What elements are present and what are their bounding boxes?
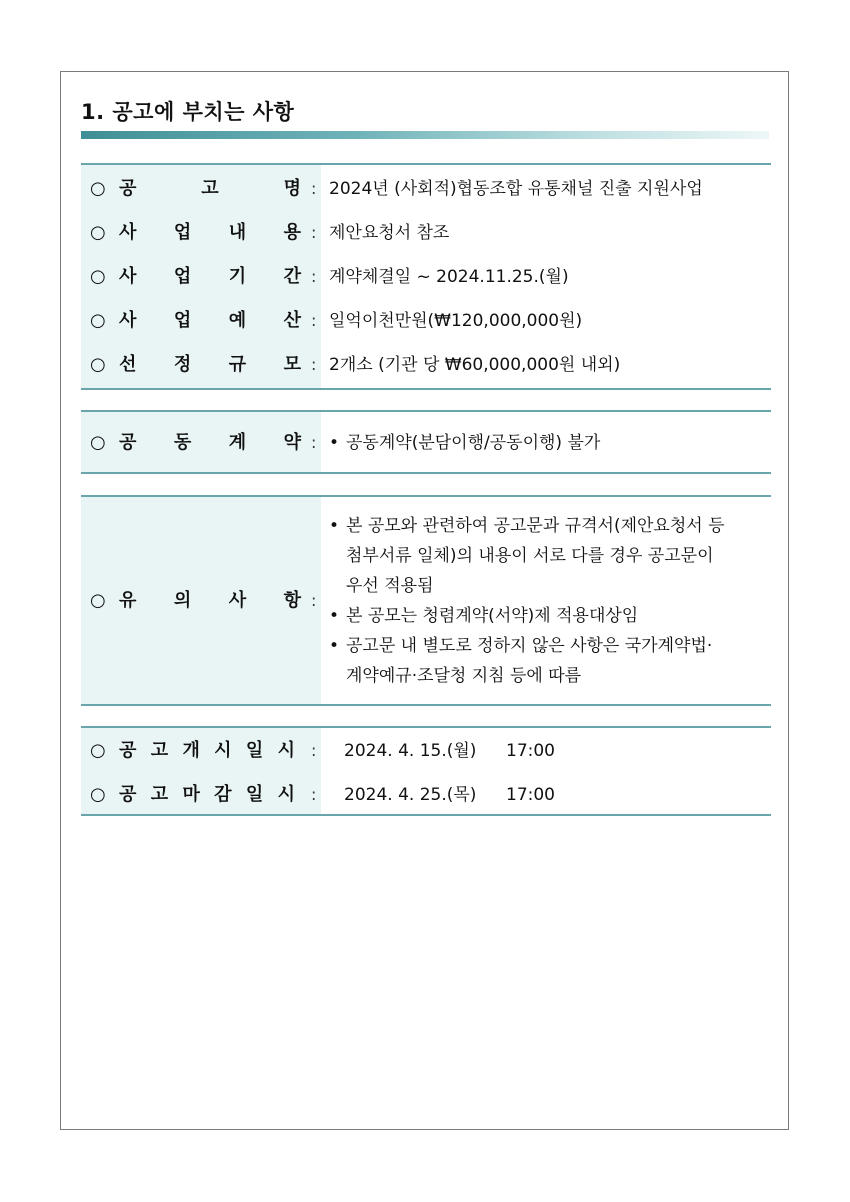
label-char: 예 [228, 310, 247, 331]
circle-bullet-icon: ○ [90, 178, 106, 199]
table-row-project-period [81, 255, 771, 299]
circle-bullet-icon: ○ [90, 354, 106, 375]
label-char: 시 [214, 740, 232, 761]
label-char: 규 [228, 354, 247, 375]
circle-bullet-icon: ○ [90, 784, 106, 805]
bullet-text: 우선 적용됨 [346, 576, 434, 596]
table-row-notice-start [81, 729, 771, 773]
label-char: 사 [119, 310, 137, 331]
bullet-icon: • [329, 636, 340, 656]
label-char: 명 [283, 178, 301, 199]
label-char: 모 [283, 354, 301, 375]
circle-bullet-icon: ○ [90, 740, 106, 761]
table-row-joint-contract [81, 421, 771, 465]
label-char: 공 [119, 740, 137, 761]
circle-bullet-icon: ○ [90, 266, 106, 287]
table-row-selection-scale [81, 343, 771, 387]
row-value: 2개소 (기관 당 ₩60,000,000원 내외) [329, 355, 621, 375]
bullet-icon: • [329, 516, 340, 536]
label-char: 감 [214, 784, 232, 805]
overview-table [81, 163, 771, 390]
label-char: 약 [283, 432, 301, 453]
label-char: 개 [182, 740, 200, 761]
label-char: 산 [283, 310, 301, 331]
label-char: 간 [283, 266, 301, 287]
label-char: 업 [173, 310, 192, 331]
label-char: 용 [283, 222, 301, 243]
label-char: 의 [173, 590, 192, 611]
colon-separator: : [311, 223, 317, 242]
schedule-table [81, 726, 771, 816]
row-label [119, 255, 301, 299]
circle-bullet-icon: ○ [90, 310, 106, 331]
label-char: 고 [150, 740, 169, 761]
label-char: 업 [173, 266, 192, 287]
label-char: 유 [119, 590, 137, 611]
row-label [119, 343, 301, 387]
label-char: 선 [119, 354, 137, 375]
section-title: 1. 공고에 부치는 사항 [81, 100, 295, 124]
row-value: 2024년 (사회적)협동조합 유통채널 진출 지원사업 [329, 179, 703, 199]
row-value: 제안요청서 참조 [329, 223, 450, 243]
label-char: 사 [119, 266, 137, 287]
label-char: 정 [173, 354, 192, 375]
label-char: 업 [173, 222, 192, 243]
bullet-text: 본 공모와 관련하여 공고문과 규격서(제안요청서 등 [346, 516, 725, 536]
label-char: 마 [182, 784, 200, 805]
notes-table [81, 495, 771, 706]
label-char: 기 [228, 266, 247, 287]
row-label [119, 579, 301, 623]
row-value: 일억이천만원(₩120,000,000원) [329, 311, 583, 331]
colon-separator: : [311, 433, 317, 452]
label-char: 고 [201, 178, 219, 199]
label-char: 계 [228, 432, 247, 453]
row-label [119, 167, 301, 211]
bullet-icon: • [329, 433, 340, 453]
label-char: 일 [245, 784, 264, 805]
colon-separator: : [311, 179, 317, 198]
row-value: 계약체결일 ~ 2024.11.25.(월) [329, 267, 569, 287]
colon-separator: : [311, 267, 317, 286]
row-label [119, 299, 301, 343]
colon-separator: : [311, 355, 317, 374]
circle-bullet-icon: ○ [90, 222, 106, 243]
row-label [119, 773, 295, 817]
end-date: 2024. 4. 25.(목) [344, 785, 477, 805]
label-char: 일 [245, 740, 264, 761]
start-time: 17:00 [506, 741, 555, 761]
colon-separator: : [311, 311, 317, 330]
colon-separator: : [311, 785, 317, 804]
label-char: 공 [119, 178, 137, 199]
end-time: 17:00 [506, 785, 555, 805]
table-row-project-budget [81, 299, 771, 343]
table-row-notice-name [81, 167, 771, 211]
bullet-text: 공고문 내 별도로 정하지 않은 사항은 국가계약법· [346, 636, 713, 656]
label-char: 고 [150, 784, 169, 805]
circle-bullet-icon: ○ [90, 432, 106, 453]
label-char: 내 [228, 222, 247, 243]
colon-separator: : [311, 591, 317, 610]
label-char: 시 [277, 784, 295, 805]
colon-separator: : [311, 741, 317, 760]
bullet-icon: • [329, 606, 340, 626]
label-char: 동 [173, 432, 192, 453]
bullet-text: 계약예규·조달청 지침 등에 따름 [346, 666, 582, 686]
label-char: 사 [228, 590, 247, 611]
label-char: 사 [119, 222, 137, 243]
bullet-text: 첨부서류 일체)의 내용이 서로 다를 경우 공고문이 [346, 546, 714, 566]
joint-contract-table [81, 410, 771, 474]
title-underline-bar [81, 131, 769, 139]
label-char: 시 [277, 740, 295, 761]
label-char: 공 [119, 432, 137, 453]
bullet-text: 본 공모는 청렴계약(서약)제 적용대상임 [346, 606, 639, 626]
row-label [119, 729, 295, 773]
table-row-project-content [81, 211, 771, 255]
label-char: 공 [119, 784, 137, 805]
table-row-notice-end [81, 773, 771, 817]
circle-bullet-icon: ○ [90, 590, 106, 611]
row-label [119, 211, 301, 255]
start-date: 2024. 4. 15.(월) [344, 741, 477, 761]
bullet-text: 공동계약(분담이행/공동이행) 불가 [346, 433, 601, 453]
row-label [119, 421, 301, 465]
label-char: 항 [283, 590, 301, 611]
